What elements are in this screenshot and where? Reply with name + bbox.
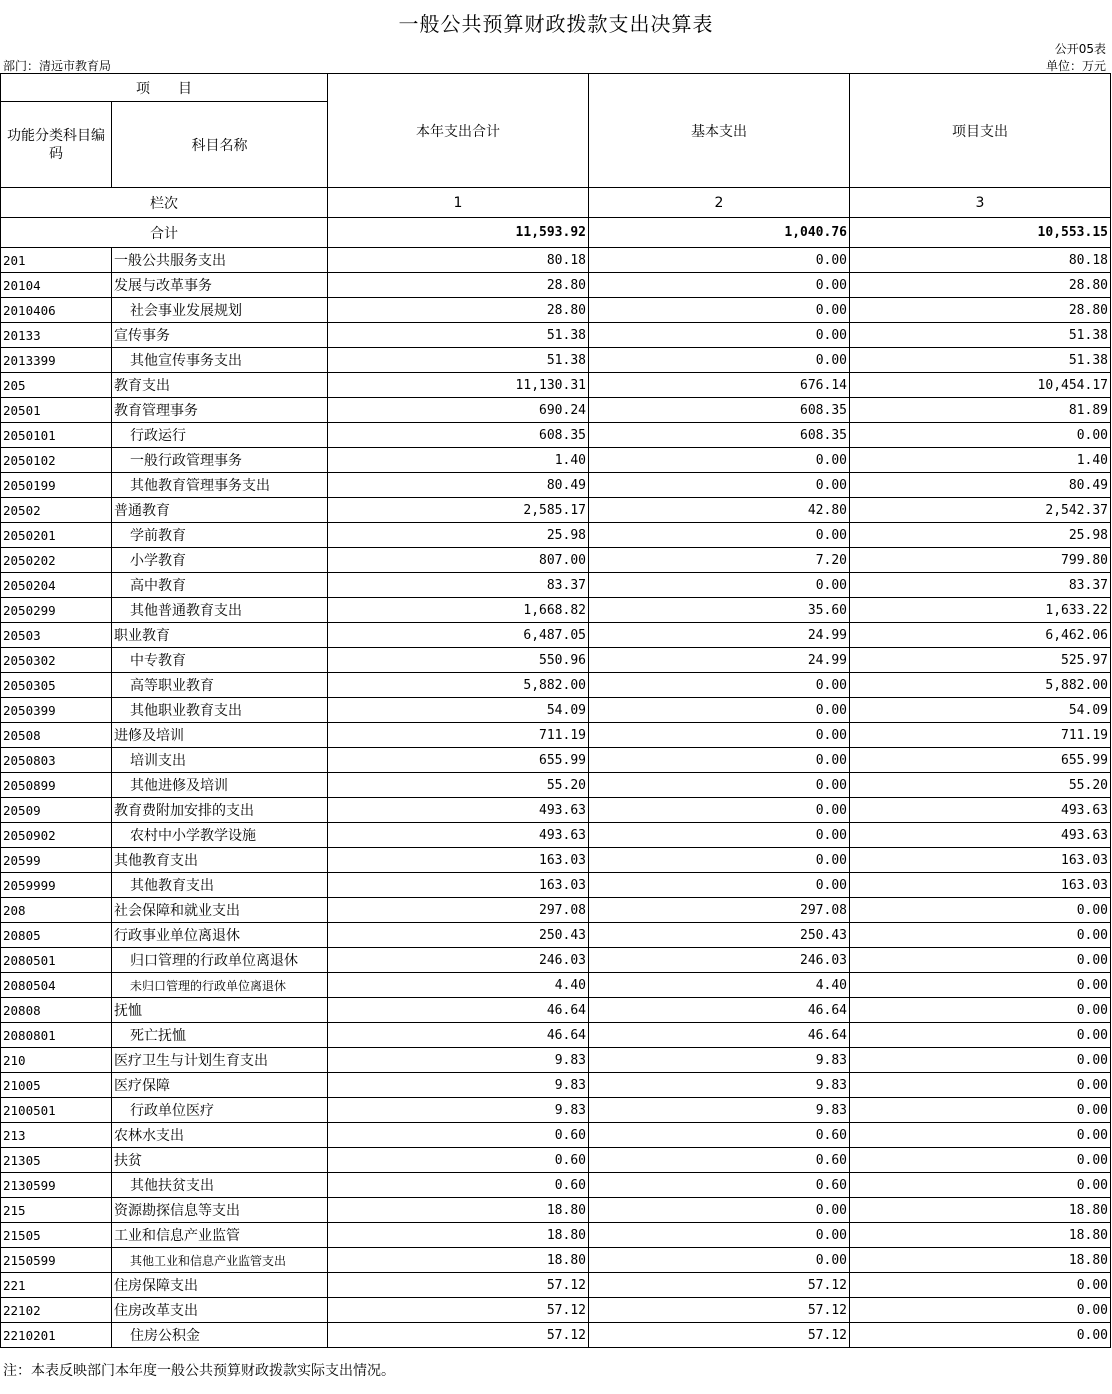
- row-basic: 0.00: [589, 673, 850, 698]
- row-basic: 0.00: [589, 748, 850, 773]
- row-project: 83.37: [850, 573, 1111, 598]
- row-name: 教育费附加安排的支出: [112, 798, 328, 823]
- row-name: 行政单位医疗: [112, 1098, 328, 1123]
- row-basic: 57.12: [589, 1298, 850, 1323]
- row-name: 发展与改革事务: [112, 273, 328, 298]
- row-total: 9.83: [328, 1098, 589, 1123]
- row-project: 0.00: [850, 1123, 1111, 1148]
- table-row: [1, 573, 1111, 598]
- row-project: 81.89: [850, 398, 1111, 423]
- table-row: [1, 698, 1111, 723]
- row-name: 其他进修及培训: [112, 773, 328, 798]
- row-project: 55.20: [850, 773, 1111, 798]
- table-row: [1, 548, 1111, 573]
- row-name: 社会事业发展规划: [112, 298, 328, 323]
- col-no-1: 1: [328, 188, 589, 218]
- row-code: 2050101: [1, 423, 112, 448]
- row-name: 其他教育管理事务支出: [112, 473, 328, 498]
- row-name: 未归口管理的行政单位离退休: [112, 973, 328, 998]
- row-project: 6,462.06: [850, 623, 1111, 648]
- row-basic: 0.00: [589, 1248, 850, 1273]
- row-total: 51.38: [328, 323, 589, 348]
- row-code: 20599: [1, 848, 112, 873]
- row-total: 57.12: [328, 1273, 589, 1298]
- row-basic: 46.64: [589, 998, 850, 1023]
- row-name: 高等职业教育: [112, 673, 328, 698]
- row-basic: 0.00: [589, 573, 850, 598]
- table-row: [1, 348, 1111, 373]
- row-project: 0.00: [850, 1323, 1111, 1348]
- row-total: 5,882.00: [328, 673, 589, 698]
- table-row: [1, 623, 1111, 648]
- row-name: 职业教育: [112, 623, 328, 648]
- row-basic: 57.12: [589, 1273, 850, 1298]
- row-code: 2050399: [1, 698, 112, 723]
- table-row: [1, 248, 1111, 273]
- table-row: [1, 598, 1111, 623]
- table-row: [1, 923, 1111, 948]
- table-row: [1, 748, 1111, 773]
- row-basic: 0.00: [589, 523, 850, 548]
- row-total: 6,487.05: [328, 623, 589, 648]
- row-total: 57.12: [328, 1298, 589, 1323]
- row-total: 250.43: [328, 923, 589, 948]
- row-code: 205: [1, 373, 112, 398]
- row-name: 其他教育支出: [112, 848, 328, 873]
- row-code: 221: [1, 1273, 112, 1298]
- row-project: 28.80: [850, 273, 1111, 298]
- row-code: 2010406: [1, 298, 112, 323]
- department-label: 部门：清远市教育局: [3, 59, 112, 73]
- row-project: 0.00: [850, 1298, 1111, 1323]
- row-name: 住房保障支出: [112, 1273, 328, 1298]
- row-project: 1,633.22: [850, 598, 1111, 623]
- row-basic: 0.00: [589, 1198, 850, 1223]
- table-row: [1, 1298, 1111, 1323]
- table-row: [1, 398, 1111, 423]
- row-code: 208: [1, 898, 112, 923]
- row-project: 18.80: [850, 1223, 1111, 1248]
- row-code: 2050102: [1, 448, 112, 473]
- row-basic: 0.00: [589, 773, 850, 798]
- row-no-label: 栏次: [1, 188, 328, 218]
- table-row: [1, 1173, 1111, 1198]
- table-row: [1, 948, 1111, 973]
- row-code: 2059999: [1, 873, 112, 898]
- row-code: 2050199: [1, 473, 112, 498]
- row-project: 0.00: [850, 1048, 1111, 1073]
- row-code: 20503: [1, 623, 112, 648]
- row-code: 21305: [1, 1148, 112, 1173]
- header-code: 功能分类科目编码: [1, 102, 112, 188]
- row-total: 80.49: [328, 473, 589, 498]
- row-project: 0.00: [850, 973, 1111, 998]
- row-code: 20104: [1, 273, 112, 298]
- row-project: 5,882.00: [850, 673, 1111, 698]
- row-project: 799.80: [850, 548, 1111, 573]
- header-name: 科目名称: [112, 102, 328, 188]
- row-name: 工业和信息产业监管: [112, 1223, 328, 1248]
- row-code: 201: [1, 248, 112, 273]
- row-project: 0.00: [850, 1173, 1111, 1198]
- row-code: 2050899: [1, 773, 112, 798]
- row-basic: 676.14: [589, 373, 850, 398]
- table-row: [1, 423, 1111, 448]
- row-name: 教育管理事务: [112, 398, 328, 423]
- table-row: [1, 873, 1111, 898]
- row-project: 0.00: [850, 1273, 1111, 1298]
- row-total: 28.80: [328, 298, 589, 323]
- row-project: 0.00: [850, 423, 1111, 448]
- header-total: 本年支出合计: [328, 74, 589, 188]
- row-total: 0.60: [328, 1148, 589, 1173]
- row-basic: 608.35: [589, 398, 850, 423]
- row-total: 83.37: [328, 573, 589, 598]
- row-total: 297.08: [328, 898, 589, 923]
- row-basic: 4.40: [589, 973, 850, 998]
- table-row: [1, 1073, 1111, 1098]
- row-total: 2,585.17: [328, 498, 589, 523]
- row-name: 行政运行: [112, 423, 328, 448]
- header-project-exp: 项目支出: [850, 74, 1111, 188]
- totals-row: [1, 218, 1111, 248]
- row-project: 18.80: [850, 1248, 1111, 1273]
- row-name: 小学教育: [112, 548, 328, 573]
- row-code: 2050201: [1, 523, 112, 548]
- header-project: 项 目: [1, 74, 328, 102]
- row-project: 0.00: [850, 923, 1111, 948]
- row-project: 2,542.37: [850, 498, 1111, 523]
- row-name: 其他教育支出: [112, 873, 328, 898]
- row-basic: 0.00: [589, 248, 850, 273]
- row-code: 2013399: [1, 348, 112, 373]
- row-basic: 0.00: [589, 848, 850, 873]
- row-name: 其他普通教育支出: [112, 598, 328, 623]
- row-project: 0.00: [850, 1073, 1111, 1098]
- row-basic: 0.00: [589, 273, 850, 298]
- row-project: 0.00: [850, 1098, 1111, 1123]
- row-code: 21505: [1, 1223, 112, 1248]
- row-basic: 24.99: [589, 623, 850, 648]
- row-name: 中专教育: [112, 648, 328, 673]
- table-row: [1, 848, 1111, 873]
- row-project: 655.99: [850, 748, 1111, 773]
- row-project: 28.80: [850, 298, 1111, 323]
- row-name: 其他扶贫支出: [112, 1173, 328, 1198]
- row-name: 行政事业单位离退休: [112, 923, 328, 948]
- row-basic: 42.80: [589, 498, 850, 523]
- form-number: 公开05表: [1054, 42, 1106, 56]
- row-name: 农村中小学教学设施: [112, 823, 328, 848]
- row-basic: 0.00: [589, 473, 850, 498]
- row-total: 9.83: [328, 1048, 589, 1073]
- row-total: 1,668.82: [328, 598, 589, 623]
- row-basic: 46.64: [589, 1023, 850, 1048]
- row-code: 213: [1, 1123, 112, 1148]
- table-row: [1, 973, 1111, 998]
- row-total: 54.09: [328, 698, 589, 723]
- row-project: 493.63: [850, 798, 1111, 823]
- table-row: [1, 998, 1111, 1023]
- row-total: 4.40: [328, 973, 589, 998]
- col-no-2: 2: [589, 188, 850, 218]
- row-code: 20133: [1, 323, 112, 348]
- row-project: 1.40: [850, 448, 1111, 473]
- row-basic: 0.00: [589, 873, 850, 898]
- row-total: 493.63: [328, 823, 589, 848]
- row-code: 2100501: [1, 1098, 112, 1123]
- row-project: 0.00: [850, 1148, 1111, 1173]
- row-project: 163.03: [850, 873, 1111, 898]
- row-name: 医疗保障: [112, 1073, 328, 1098]
- row-code: 20509: [1, 798, 112, 823]
- row-total: 18.80: [328, 1198, 589, 1223]
- row-project: 80.49: [850, 473, 1111, 498]
- row-total: 51.38: [328, 348, 589, 373]
- totals-project: 10,553.15: [850, 218, 1111, 248]
- row-total: 163.03: [328, 873, 589, 898]
- row-total: 711.19: [328, 723, 589, 748]
- row-basic: 57.12: [589, 1323, 850, 1348]
- page-title: 一般公共预算财政拨款支出决算表: [398, 12, 714, 36]
- row-total: 55.20: [328, 773, 589, 798]
- row-basic: 9.83: [589, 1048, 850, 1073]
- table-row: [1, 1048, 1111, 1073]
- row-code: 215: [1, 1198, 112, 1223]
- row-name: 学前教育: [112, 523, 328, 548]
- table-row: [1, 773, 1111, 798]
- row-name: 高中教育: [112, 573, 328, 598]
- row-name: 一般公共服务支出: [112, 248, 328, 273]
- row-basic: 0.00: [589, 298, 850, 323]
- row-project: 10,454.17: [850, 373, 1111, 398]
- row-basic: 0.00: [589, 798, 850, 823]
- row-project: 25.98: [850, 523, 1111, 548]
- table-row: [1, 1098, 1111, 1123]
- row-basic: 0.00: [589, 1223, 850, 1248]
- row-name: 一般行政管理事务: [112, 448, 328, 473]
- row-total: 11,130.31: [328, 373, 589, 398]
- row-name: 社会保障和就业支出: [112, 898, 328, 923]
- row-total: 9.83: [328, 1073, 589, 1098]
- table-row: [1, 1248, 1111, 1273]
- row-name: 普通教育: [112, 498, 328, 523]
- row-basic: 0.60: [589, 1123, 850, 1148]
- totals-basic: 1,040.76: [589, 218, 850, 248]
- row-total: 18.80: [328, 1223, 589, 1248]
- row-code: 2050803: [1, 748, 112, 773]
- row-code: 22102: [1, 1298, 112, 1323]
- row-code: 20501: [1, 398, 112, 423]
- row-name: 住房改革支出: [112, 1298, 328, 1323]
- row-basic: 0.00: [589, 323, 850, 348]
- row-name: 抚恤: [112, 998, 328, 1023]
- expenditure-table: [0, 73, 1111, 1348]
- row-code: 2050305: [1, 673, 112, 698]
- row-name: 宣传事务: [112, 323, 328, 348]
- row-code: 2080501: [1, 948, 112, 973]
- table-row: [1, 723, 1111, 748]
- table-row: [1, 498, 1111, 523]
- table-row: [1, 1023, 1111, 1048]
- row-code: 2050902: [1, 823, 112, 848]
- row-project: 0.00: [850, 998, 1111, 1023]
- row-project: 0.00: [850, 948, 1111, 973]
- header-basic: 基本支出: [589, 74, 850, 188]
- row-basic: 608.35: [589, 423, 850, 448]
- row-total: 550.96: [328, 648, 589, 673]
- row-name: 其他工业和信息产业监管支出: [112, 1248, 328, 1273]
- row-total: 57.12: [328, 1323, 589, 1348]
- row-total: 18.80: [328, 1248, 589, 1273]
- row-name: 死亡抚恤: [112, 1023, 328, 1048]
- row-total: 80.18: [328, 248, 589, 273]
- table-row: [1, 1198, 1111, 1223]
- row-project: 493.63: [850, 823, 1111, 848]
- row-total: 46.64: [328, 998, 589, 1023]
- row-total: 690.24: [328, 398, 589, 423]
- row-basic: 0.60: [589, 1173, 850, 1198]
- row-basic: 0.00: [589, 698, 850, 723]
- row-code: 20808: [1, 998, 112, 1023]
- table-row: [1, 1223, 1111, 1248]
- row-basic: 0.00: [589, 448, 850, 473]
- row-project: 525.97: [850, 648, 1111, 673]
- table-row: [1, 823, 1111, 848]
- row-total: 655.99: [328, 748, 589, 773]
- footnote: 注：本表反映部门本年度一般公共预算财政拨款实际支出情况。: [3, 1363, 395, 1379]
- row-basic: 24.99: [589, 648, 850, 673]
- row-name: 其他宣传事务支出: [112, 348, 328, 373]
- row-basic: 0.60: [589, 1148, 850, 1173]
- table-row: [1, 898, 1111, 923]
- row-name: 农林水支出: [112, 1123, 328, 1148]
- row-code: 2050204: [1, 573, 112, 598]
- row-code: 20805: [1, 923, 112, 948]
- table-row: [1, 1273, 1111, 1298]
- row-basic: 0.00: [589, 823, 850, 848]
- row-code: 2050299: [1, 598, 112, 623]
- row-project: 80.18: [850, 248, 1111, 273]
- row-project: 51.38: [850, 323, 1111, 348]
- row-project: 163.03: [850, 848, 1111, 873]
- row-basic: 9.83: [589, 1073, 850, 1098]
- table-row: [1, 323, 1111, 348]
- row-basic: 35.60: [589, 598, 850, 623]
- row-basic: 246.03: [589, 948, 850, 973]
- row-total: 807.00: [328, 548, 589, 573]
- row-name: 扶贫: [112, 1148, 328, 1173]
- row-total: 0.60: [328, 1123, 589, 1148]
- row-name: 资源勘探信息等支出: [112, 1198, 328, 1223]
- row-code: 210: [1, 1048, 112, 1073]
- table-row: [1, 298, 1111, 323]
- row-name: 归口管理的行政单位离退休: [112, 948, 328, 973]
- row-basic: 297.08: [589, 898, 850, 923]
- unit-label: 单位：万元: [1045, 59, 1106, 73]
- row-total: 0.60: [328, 1173, 589, 1198]
- row-basic: 9.83: [589, 1098, 850, 1123]
- row-name: 培训支出: [112, 748, 328, 773]
- row-basic: 0.00: [589, 723, 850, 748]
- table-row: [1, 473, 1111, 498]
- table-row: [1, 1148, 1111, 1173]
- row-name: 进修及培训: [112, 723, 328, 748]
- row-total: 608.35: [328, 423, 589, 448]
- row-name: 医疗卫生与计划生育支出: [112, 1048, 328, 1073]
- totals-label: 合计: [1, 218, 328, 248]
- table-row: [1, 673, 1111, 698]
- row-total: 25.98: [328, 523, 589, 548]
- row-total: 246.03: [328, 948, 589, 973]
- col-no-3: 3: [850, 188, 1111, 218]
- table-row: [1, 1323, 1111, 1348]
- row-name: 其他职业教育支出: [112, 698, 328, 723]
- row-code: 21005: [1, 1073, 112, 1098]
- table-row: [1, 273, 1111, 298]
- table-row: [1, 448, 1111, 473]
- row-name: 教育支出: [112, 373, 328, 398]
- row-code: 2130599: [1, 1173, 112, 1198]
- totals-total: 11,593.92: [328, 218, 589, 248]
- row-basic: 250.43: [589, 923, 850, 948]
- row-name: 住房公积金: [112, 1323, 328, 1348]
- row-code: 2150599: [1, 1248, 112, 1273]
- table-row: [1, 523, 1111, 548]
- row-total: 46.64: [328, 1023, 589, 1048]
- row-project: 711.19: [850, 723, 1111, 748]
- row-total: 493.63: [328, 798, 589, 823]
- row-project: 0.00: [850, 1023, 1111, 1048]
- row-total: 1.40: [328, 448, 589, 473]
- row-total: 28.80: [328, 273, 589, 298]
- row-code: 2210201: [1, 1323, 112, 1348]
- row-project: 0.00: [850, 898, 1111, 923]
- row-code: 2050302: [1, 648, 112, 673]
- row-code: 2080504: [1, 973, 112, 998]
- table-row: [1, 648, 1111, 673]
- row-total: 163.03: [328, 848, 589, 873]
- table-row: [1, 373, 1111, 398]
- row-project: 18.80: [850, 1198, 1111, 1223]
- row-basic: 7.20: [589, 548, 850, 573]
- table-row: [1, 1123, 1111, 1148]
- row-basic: 0.00: [589, 348, 850, 373]
- row-code: 2080801: [1, 1023, 112, 1048]
- row-code: 2050202: [1, 548, 112, 573]
- row-project: 51.38: [850, 348, 1111, 373]
- table-row: [1, 798, 1111, 823]
- row-code: 20502: [1, 498, 112, 523]
- row-project: 54.09: [850, 698, 1111, 723]
- row-code: 20508: [1, 723, 112, 748]
